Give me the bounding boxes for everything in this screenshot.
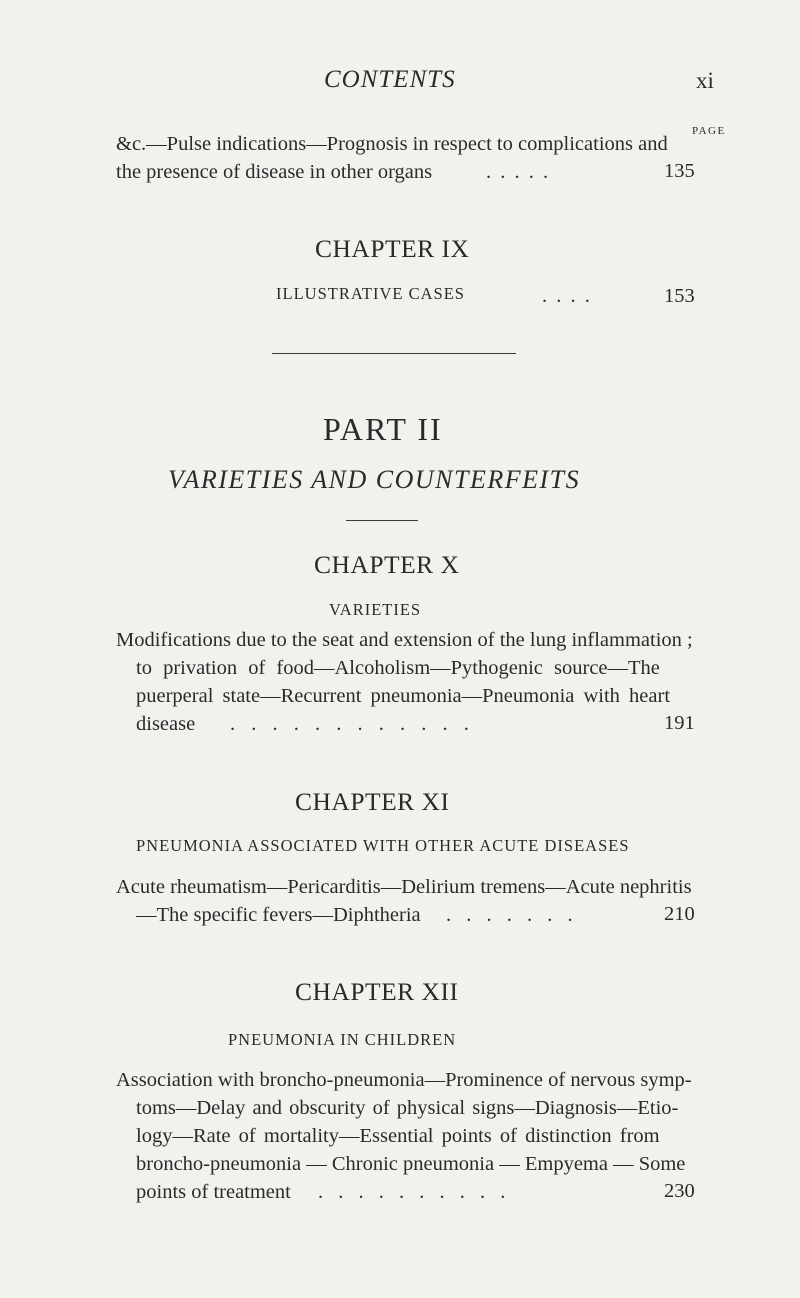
continued-entry-line-2: the presence of disease in other organs bbox=[116, 161, 433, 183]
chapter-xii-line-2: toms—Delay and obscurity of physical signs—Diagnosis—Etio- bbox=[136, 1097, 679, 1119]
chapter-ix-title: ILLUSTRATIVE CASES bbox=[276, 284, 465, 303]
chapter-xi-leader: . . . . . . . bbox=[446, 904, 578, 926]
continued-entry-line-1: &c.—Pulse indications—Prognosis in respect to complications and bbox=[116, 133, 668, 155]
chapter-xii-page: 230 bbox=[664, 1180, 695, 1202]
chapter-x-leader: . . . . . . . . . . . . bbox=[230, 713, 475, 735]
chapter-x-line-4: disease bbox=[136, 713, 196, 735]
chapter-xii-heading: CHAPTER XII bbox=[295, 977, 459, 1006]
chapter-xi-line-1: Acute rheumatism—Pericarditis—Delirium tremens—Acute nephritis bbox=[116, 876, 692, 898]
chapter-xii-line-1: Association with broncho-pneumonia—Prominence of nervous symp- bbox=[116, 1069, 692, 1091]
part-ii-subtitle: VARIETIES AND COUNTERFEITS bbox=[168, 465, 581, 494]
chapter-x-title: VARIETIES bbox=[329, 600, 422, 619]
continued-entry-leader: . . . . . bbox=[486, 161, 551, 183]
chapter-xi-title: PNEUMONIA ASSOCIATED WITH OTHER ACUTE DISEASES bbox=[136, 836, 630, 855]
chapter-xii-leader: . . . . . . . . . . bbox=[318, 1181, 511, 1203]
chapter-ix-page: 153 bbox=[664, 285, 695, 307]
chapter-x-heading: CHAPTER X bbox=[314, 550, 460, 579]
chapter-ix-leader: . . . . bbox=[542, 285, 592, 307]
part-ii-heading: PART II bbox=[323, 411, 443, 447]
page-number: xi bbox=[696, 68, 714, 93]
page-column-label: PAGE bbox=[692, 125, 726, 137]
chapter-ix-heading: CHAPTER IX bbox=[315, 234, 470, 263]
chapter-xi-heading: CHAPTER XI bbox=[295, 787, 450, 816]
chapter-xii-line-5: points of treatment bbox=[136, 1181, 291, 1203]
continued-entry-page: 135 bbox=[664, 160, 695, 182]
chapter-xi-page: 210 bbox=[664, 903, 695, 925]
chapter-xii-line-3: logy—Rate of mortality—Essential points of distinction from bbox=[136, 1125, 660, 1147]
section-divider-rule bbox=[272, 353, 516, 354]
chapter-xii-line-4: broncho-pneumonia — Chronic pneumonia — Empyema — Some bbox=[136, 1153, 686, 1175]
chapter-x-page: 191 bbox=[664, 712, 695, 734]
chapter-xii-title: PNEUMONIA IN CHILDREN bbox=[228, 1030, 457, 1049]
part-divider-rule bbox=[346, 520, 418, 521]
running-title: CONTENTS bbox=[324, 66, 456, 93]
chapter-xi-line-2: —The specific fevers—Diphtheria bbox=[136, 904, 421, 926]
chapter-x-line-3: puerperal state—Recurrent pneumonia—Pneumonia with heart bbox=[136, 685, 671, 707]
chapter-x-line-2: to privation of food—Alcoholism—Pythogenic source—The bbox=[136, 657, 660, 679]
chapter-x-line-1: Modifications due to the seat and extension of the lung inflammation ; bbox=[116, 629, 693, 651]
